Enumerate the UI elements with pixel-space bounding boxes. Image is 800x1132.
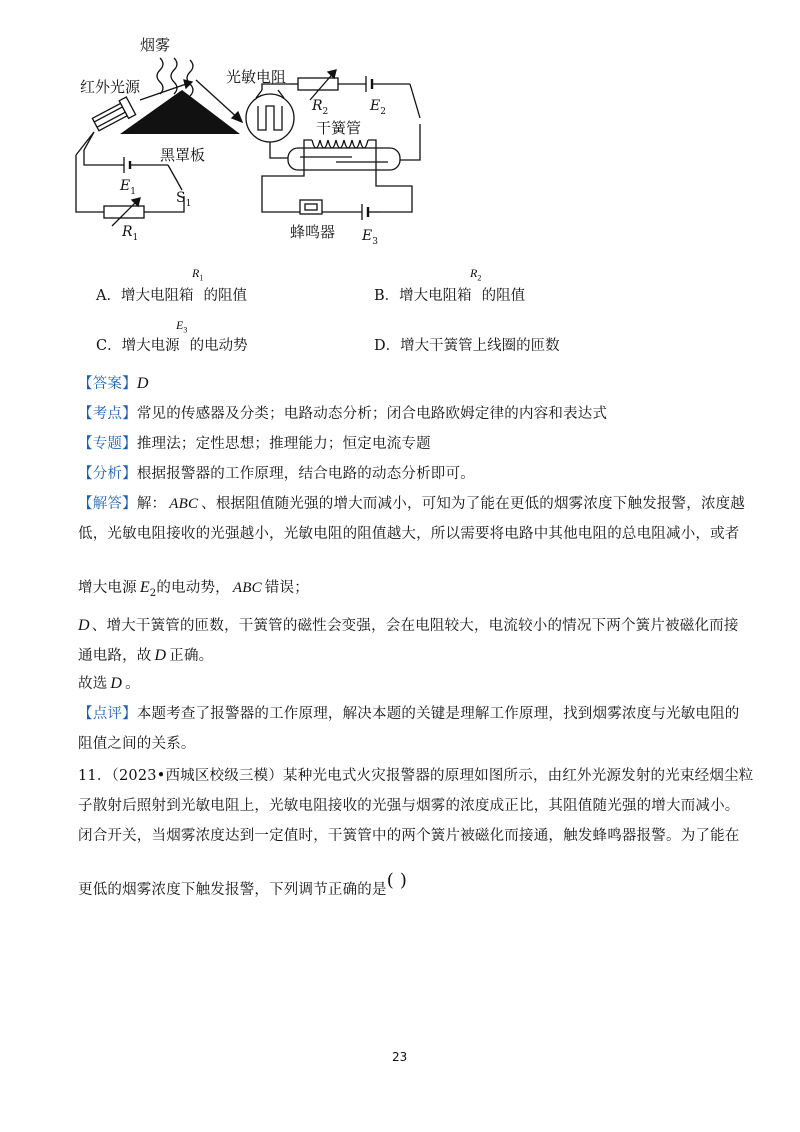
answer-tag: 【答案】 xyxy=(78,376,137,392)
fenxi-tag: 【分析】 xyxy=(78,466,137,482)
dianping-line-1: 【点评】本题考查了报警器的工作原理，解决本题的关键是理解工作原理，找到烟雾浓度与光敏电阻的 xyxy=(78,706,740,722)
jieda-line-1: 【解答】解： ABC 、根据阻值随光强的增大而减小，可知为了能在更低的烟雾浓度下触发报警，浓度越 xyxy=(78,496,746,512)
option-a: A．增大电阻箱 $R_1$ 的阻值 xyxy=(96,266,247,304)
question-11-line-1: 11．（2023•西城区校级三模）某种光电式火灾报警器的原理如图所示，由红外光源发射的光束经烟尘粒 xyxy=(78,768,754,784)
option-b: B．增大电阻箱 $R_2$ 的阻值 xyxy=(374,266,526,304)
label-e2: E xyxy=(370,98,381,114)
kaodian-line xyxy=(78,402,607,423)
circuit-diagram xyxy=(0,0,800,260)
label-e2-sub: 2 xyxy=(380,107,386,117)
option-c-var: E xyxy=(176,318,184,332)
black-cover-triangle xyxy=(120,90,240,134)
option-b-var: R xyxy=(470,266,478,280)
label-smoke: 烟雾 xyxy=(140,36,171,54)
question-11-line-3: 闭合开关，当烟雾浓度达到一定值时，干簧管中的两个簧片被磁化而接通，触发蜂鸣器报警。为了能在 xyxy=(78,828,740,844)
svg-text:E2 xyxy=(369,98,386,117)
label-photoresistor: 光敏电阻 xyxy=(226,68,287,86)
label-s1-sub: 1 xyxy=(185,199,192,209)
svg-text:E1 xyxy=(119,178,136,197)
label-ir-source: 红外光源 xyxy=(80,78,141,96)
jieda-line-6: 故选 D 。 xyxy=(78,675,140,692)
jieda-line-3: 增大电源 $E_2$的电动势， ABC 错误； xyxy=(78,579,309,599)
label-e1-sub: 1 xyxy=(130,187,136,197)
jieda-line-2: 低，光敏电阻接收的光强越小，光敏电阻的阻值越大，所以需要将电路中其他电阻的总电阻减小，或者 xyxy=(78,526,740,542)
option-d: D．增大干簧管上线圈的匝数 xyxy=(374,338,560,354)
question-11-line-2: 子散射后照射到光敏电阻上，光敏电阻接收的光强与烟雾的浓度成正比，其阻值随光强的增大而减小。 xyxy=(78,798,740,814)
option-b-sub: 2 xyxy=(477,273,482,283)
option-c: C．增大电源 $E_3$ 的电动势 xyxy=(96,318,248,354)
label-r2-sub: 2 xyxy=(322,107,329,117)
svg-text:R2 xyxy=(311,98,328,117)
label-buzzer: 蜂鸣器 xyxy=(290,223,336,241)
zhuanti-line xyxy=(78,432,431,453)
kaodian-tag: 【考点】 xyxy=(78,406,137,422)
option-c-sub: 3 xyxy=(183,325,188,335)
label-r1: R xyxy=(122,224,133,240)
answer-line xyxy=(78,372,149,393)
fenxi-text: 根据报警器的工作原理，结合电路的动态分析即可。 xyxy=(136,466,475,482)
svg-text:E3 xyxy=(361,228,378,247)
answer-value: D xyxy=(136,375,149,392)
jieda-line-5: 通电路，故 D 正确。 xyxy=(78,647,214,664)
page-number: 23 xyxy=(392,1050,408,1064)
label-black-cover: 黑罩板 xyxy=(160,146,206,164)
jieda-line-4: D 、增大干簧管的匝数，干簧管的磁性会变强，会在电阻较大，电流较小的情况下两个簧片被磁化而接 xyxy=(78,617,739,634)
svg-text:R1 xyxy=(121,224,138,243)
label-reed-switch: 干簧管 xyxy=(316,119,362,137)
zhuanti-tag: 【专题】 xyxy=(78,436,137,452)
question-11-line-4: 更低的烟雾浓度下触发报警，下列调节正确的是( ) xyxy=(78,870,408,898)
label-e3: E xyxy=(362,228,373,244)
label-r2: R xyxy=(312,98,323,114)
label-s1: S xyxy=(176,190,186,206)
dianping-tag: 【点评】 xyxy=(78,706,137,722)
label-r1-sub: 1 xyxy=(132,233,139,243)
answer-bracket: ( ) xyxy=(386,870,408,891)
dianping-line-2: 阻值之间的关系。 xyxy=(78,736,196,752)
smoke-wave-1 xyxy=(157,58,163,94)
option-a-sub: 1 xyxy=(199,273,204,283)
zhuanti-text: 推理法；定性思想；推理能力；恒定电流专题 xyxy=(136,436,431,452)
kaodian-text: 常见的传感器及分类；电路动态分析；闭合电路欧姆定律的内容和表达式 xyxy=(136,406,608,422)
label-e3-sub: 3 xyxy=(372,237,378,247)
jieda-tag: 【解答】 xyxy=(78,496,137,512)
option-a-var: R xyxy=(192,266,200,280)
label-e1: E xyxy=(120,178,131,194)
fenxi-line xyxy=(78,462,475,483)
smoke-wave-3 xyxy=(187,60,193,96)
